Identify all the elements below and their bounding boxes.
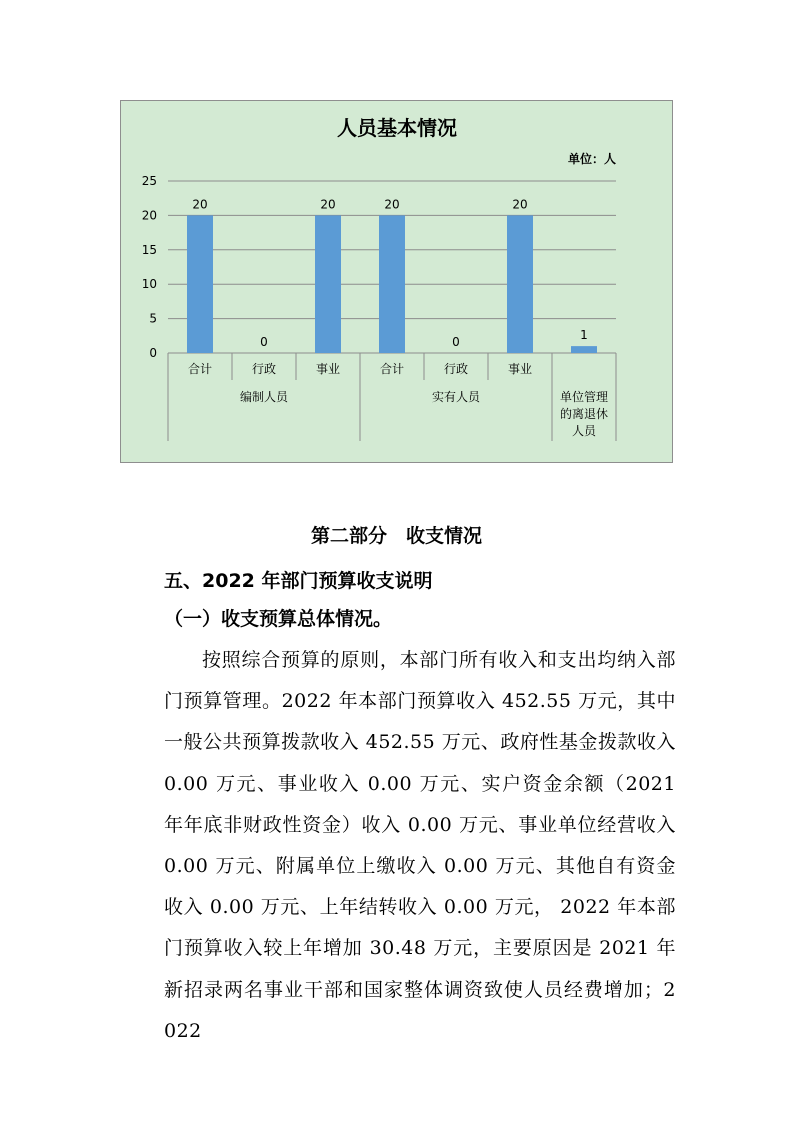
y-tick-label: 20 — [141, 208, 157, 223]
bar — [379, 215, 405, 353]
data-label: 20 — [320, 197, 336, 212]
x-category-label: 合计 — [187, 362, 213, 376]
y-tick-label: 5 — [149, 311, 157, 326]
x-category-label: 合计 — [379, 362, 405, 376]
heading-five: 五、2022 年部门预算收支说明 — [164, 570, 433, 592]
data-label: 0 — [452, 335, 460, 349]
data-label: 1 — [580, 328, 588, 343]
x-category-label: 行政 — [251, 362, 277, 376]
section-title: 第二部分 收支情况 — [310, 525, 482, 547]
bar — [187, 215, 213, 353]
x-category-label: 事业 — [507, 362, 533, 376]
x-category-label: 行政 — [443, 362, 469, 376]
bar-chart — [121, 101, 674, 464]
bar — [571, 346, 597, 353]
x-group-label: 实有人员 — [431, 390, 481, 404]
x-category-label: 事业 — [315, 362, 341, 376]
body-paragraph: 按照综合预算的原则，本部门所有收入和支出均纳入部门预算管理。2022 年本部门预算收入 452.55 万元，其中一般公共预算拨款收入 452.55 万元、政府性基金拨款收入 0.00 万元、事业收入 0.00 万元、实户资金余额（2021 年年底非财政性资金）收入 0.00 万元、事业单位经营收入 0.00 万元、附属单位上缴收入 0.00 万元、其他自有资金收入 0.00 万元、上年结转收入 0.00 万元， 2022 年本部门预算收入较上年增加 30.48 万元，主要原因是 2021 年新招录两名事业干部和国家整体调资致使人员经费增加；2022 — [164, 649, 676, 1042]
x-category-label-line: 单位管理 — [559, 390, 609, 404]
x-category-label-line: 的离退休 — [559, 407, 609, 421]
data-label: 20 — [384, 197, 400, 212]
chart-unit-label: 单位：人 — [567, 152, 616, 166]
chart-title: 人员基本情况 — [337, 116, 457, 140]
y-tick-label: 10 — [141, 277, 157, 292]
y-tick-label: 25 — [141, 174, 157, 188]
data-label: 20 — [512, 197, 528, 212]
data-label: 20 — [192, 197, 208, 212]
y-tick-label: 15 — [141, 242, 157, 257]
x-category-label-line: 人员 — [571, 424, 597, 438]
y-tick-label: 0 — [149, 346, 157, 360]
bar — [507, 215, 533, 353]
chart-container — [120, 100, 673, 463]
bar — [315, 215, 341, 353]
x-group-label: 编制人员 — [239, 390, 289, 404]
heading-one: （一）收支预算总体情况。 — [164, 608, 393, 630]
data-label: 0 — [260, 335, 268, 349]
